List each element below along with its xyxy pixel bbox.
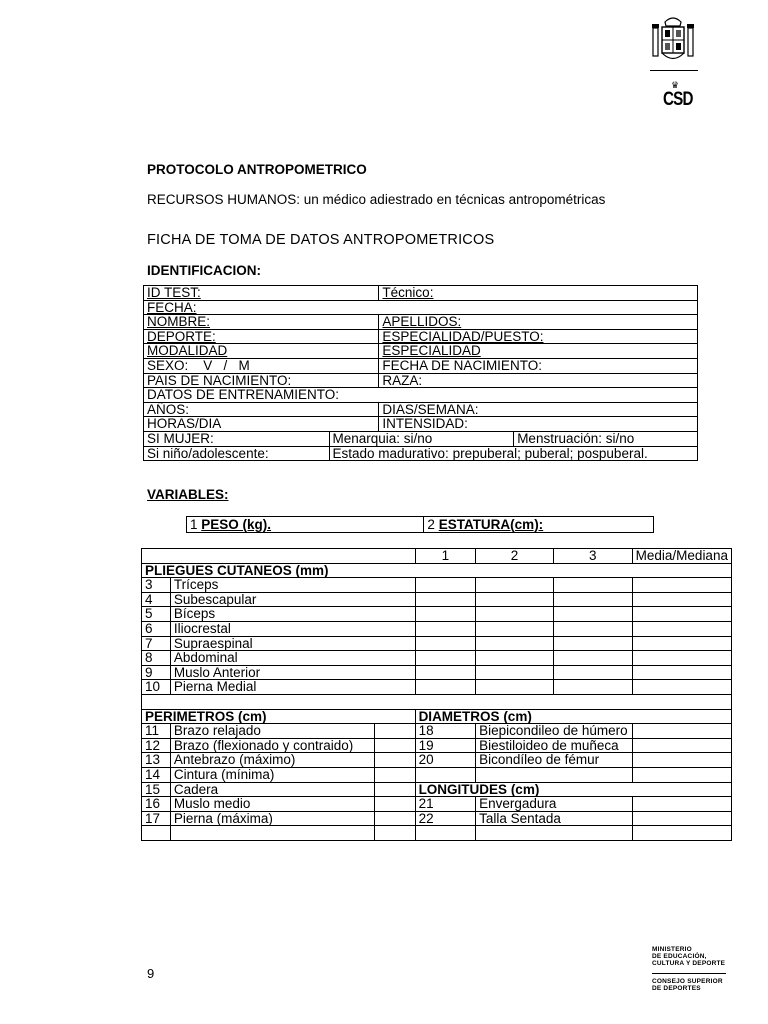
measure-media[interactable] (632, 651, 731, 666)
perimetro-number: 16 (142, 797, 171, 812)
longitudes-title: LONGITUDES (cm) (415, 782, 731, 797)
measure-input-2[interactable] (476, 651, 554, 666)
table-row (142, 738, 732, 753)
perimetro-input[interactable] (374, 797, 415, 812)
blank-cell (415, 826, 476, 841)
si-nino-label: Si niño/adolescente: (144, 446, 330, 461)
diametro-number: 19 (415, 738, 476, 753)
measure-input-3[interactable] (553, 680, 632, 695)
measure-input-2[interactable] (476, 636, 554, 651)
measure-input-2[interactable] (476, 578, 554, 593)
coat-of-arms-logo (651, 14, 695, 66)
measure-input-3[interactable] (553, 621, 632, 636)
nombre-field[interactable]: NOMBRE: (144, 315, 379, 330)
perimetro-input[interactable] (374, 767, 415, 782)
table-row (142, 665, 732, 680)
measure-number: 6 (142, 621, 171, 636)
id-test-field[interactable]: ID TEST: (144, 286, 379, 301)
blank-cell (170, 826, 374, 841)
document-title: PROTOCOLO ANTROPOMETRICO (147, 162, 367, 177)
peso-number: 1 (190, 516, 198, 532)
table-row (142, 797, 732, 812)
csd-logo-text: CSD (663, 89, 693, 110)
table-row (142, 607, 732, 622)
table-row (144, 286, 698, 301)
measure-media[interactable] (632, 607, 731, 622)
table-row (144, 329, 698, 344)
ministry-line-3: CULTURA Y DEPORTE (652, 960, 726, 967)
measure-input-1[interactable] (415, 621, 476, 636)
table-row (142, 826, 732, 841)
recursos-humanos (147, 192, 605, 207)
measure-name: Supraespinal (170, 636, 415, 651)
crown-icon: ♛ (670, 80, 680, 90)
measure-number: 7 (142, 636, 171, 651)
pais-nacimiento-field[interactable]: PAIS DE NACIMIENTO: (144, 373, 379, 388)
table-row (142, 549, 732, 564)
table-row (142, 651, 732, 666)
measure-input-1[interactable] (415, 651, 476, 666)
table-row (142, 563, 732, 578)
longitud-input[interactable] (632, 797, 731, 812)
especialidad-field[interactable]: ESPECIALIDAD (379, 344, 698, 359)
ministry-line-2: DE EDUCACIÓN, (652, 953, 707, 960)
perimetro-number: 13 (142, 753, 171, 768)
table-row (142, 694, 732, 709)
measure-number: 4 (142, 592, 171, 607)
intensidad-field[interactable]: INTENSIDAD: (379, 417, 698, 432)
especialidad-puesto-field[interactable]: ESPECIALIDAD/PUESTO: (379, 329, 698, 344)
datos-entrenamiento-label: DATOS DE ENTRENAMIENTO: (144, 388, 698, 403)
perimetro-input[interactable] (374, 811, 415, 826)
page-number: 9 (147, 966, 155, 981)
perimetro-name: Cintura (mínima) (170, 767, 374, 782)
measure-media[interactable] (632, 636, 731, 651)
measure-input-1[interactable] (415, 680, 476, 695)
table-row (144, 373, 698, 388)
diametro-name: Biestiloideo de muñeca (476, 738, 633, 753)
footer-divider (652, 973, 726, 974)
header-blank (142, 549, 416, 564)
measure-input-2[interactable] (476, 665, 554, 680)
measure-number: 8 (142, 651, 171, 666)
perimetros-title: PERIMETROS (cm) (142, 709, 416, 724)
ministry-line-1: MINISTERIO (652, 946, 692, 953)
perimetro-number: 15 (142, 782, 171, 797)
measure-media[interactable] (632, 592, 731, 607)
estatura-number: 2 (427, 516, 435, 532)
csd-logo (660, 80, 693, 120)
fecha-nacimiento-field[interactable]: FECHA DE NACIMIENTO: (379, 358, 698, 373)
measure-media[interactable] (632, 665, 731, 680)
tecnico-field[interactable]: Técnico: (379, 286, 698, 301)
longitud-input[interactable] (632, 811, 731, 826)
spacer-row (142, 694, 732, 709)
table-row (144, 388, 698, 403)
measure-input-3[interactable] (553, 651, 632, 666)
deporte-field[interactable]: DEPORTE: (144, 329, 379, 344)
perimetro-number: 17 (142, 811, 171, 826)
table-row (187, 517, 654, 533)
col-header-media: Media/Mediana (632, 549, 731, 564)
table-row (142, 578, 732, 593)
estatura-field[interactable] (424, 517, 654, 533)
blank-cell (374, 826, 415, 841)
variables-heading: VARIABLES: (147, 487, 229, 502)
table-row (144, 315, 698, 330)
blank-cell (476, 767, 633, 782)
perimetro-name: Brazo (flexionado y contraido) (170, 738, 374, 753)
measure-input-1[interactable] (415, 592, 476, 607)
fecha-field[interactable]: FECHA: (144, 300, 698, 315)
apellidos-field[interactable]: APELLIDOS: (379, 315, 698, 330)
table-row (144, 417, 698, 432)
pliegues-title: PLIEGUES CUTANEOS (mm) (142, 563, 732, 578)
csd-line-2: DE DEPORTES (652, 985, 701, 992)
diametro-name: Biepicondileo de húmero (476, 724, 633, 739)
measure-media[interactable] (632, 578, 731, 593)
ficha-heading: FICHA DE TOMA DE DATOS ANTROPOMETRICOS (147, 232, 495, 248)
measure-name: Tríceps (170, 578, 415, 593)
diametro-name: Bicondíleo de fémur (476, 753, 633, 768)
measure-name: Iliocrestal (170, 621, 415, 636)
perimetro-name: Brazo relajado (170, 724, 374, 739)
peso-field[interactable] (187, 517, 424, 533)
measure-input-1[interactable] (415, 665, 476, 680)
perimetro-input[interactable] (374, 738, 415, 753)
measure-media[interactable] (632, 621, 731, 636)
measure-number: 10 (142, 680, 171, 695)
perimetro-number: 11 (142, 724, 171, 739)
csd-name (652, 978, 723, 992)
table-row (142, 636, 732, 651)
logo-divider (650, 70, 698, 71)
measure-name: Pierna Medial (170, 680, 415, 695)
table-row (142, 724, 732, 739)
sexo-field[interactable]: SEXO: V / M (144, 358, 379, 373)
horas-dia-field[interactable]: HORAS/DIA (144, 417, 379, 432)
menarquia-field[interactable]: Menarquia: si/no (329, 431, 514, 446)
table-row (144, 344, 698, 359)
measure-name: Bíceps (170, 607, 415, 622)
measure-number: 3 (142, 578, 171, 593)
table-row (144, 300, 698, 315)
table-row (144, 431, 698, 446)
longitud-number: 22 (415, 811, 476, 826)
measure-name: Subescapular (170, 592, 415, 607)
measure-input-3[interactable] (553, 636, 632, 651)
modalidad-field[interactable]: MODALIDAD (144, 344, 379, 359)
blank-cell (142, 826, 171, 841)
measurements-table (141, 548, 732, 841)
blank-cell (476, 826, 633, 841)
col-header-3: 3 (553, 549, 632, 564)
table-row (144, 358, 698, 373)
measure-input-2[interactable] (476, 680, 554, 695)
perimetro-input[interactable] (374, 724, 415, 739)
measure-input-3[interactable] (553, 578, 632, 593)
estado-madurativo-field[interactable]: Estado madurativo: prepuberal; puberal; pospuberal. (329, 446, 698, 461)
diametro-input[interactable] (632, 724, 731, 739)
blank-cell (632, 767, 731, 782)
table-row (142, 592, 732, 607)
measure-input-3[interactable] (553, 592, 632, 607)
raza-field[interactable]: RAZA: (379, 373, 698, 388)
measure-name: Muslo Anterior (170, 665, 415, 680)
rrhh-text: : un médico adiestrado en técnicas antropométricas (296, 192, 606, 207)
measure-input-1[interactable] (415, 578, 476, 593)
table-row (142, 782, 732, 797)
measure-name: Abdominal (170, 651, 415, 666)
table-row (144, 402, 698, 417)
diametro-number: 18 (415, 724, 476, 739)
measure-media[interactable] (632, 680, 731, 695)
longitud-name: Envergadura (476, 797, 633, 812)
perimetro-name: Cadera (170, 782, 374, 797)
measure-input-3[interactable] (553, 607, 632, 622)
table-row (142, 811, 732, 826)
perimetro-number: 12 (142, 738, 171, 753)
col-header-2: 2 (476, 549, 554, 564)
table-row (142, 709, 732, 724)
anos-field[interactable]: AÑOS: (144, 402, 379, 417)
perimetro-input[interactable] (374, 753, 415, 768)
measure-number: 5 (142, 607, 171, 622)
diametro-input[interactable] (632, 753, 731, 768)
table-row (142, 767, 732, 782)
identification-table (143, 285, 698, 461)
table-row (142, 753, 732, 768)
measure-input-3[interactable] (553, 665, 632, 680)
perimetro-name: Antebrazo (máximo) (170, 753, 374, 768)
dias-semana-field[interactable]: DIAS/SEMANA: (379, 402, 698, 417)
measure-number: 9 (142, 665, 171, 680)
longitud-number: 21 (415, 797, 476, 812)
table-row (142, 621, 732, 636)
perimetro-name: Pierna (máxima) (170, 811, 374, 826)
measure-input-2[interactable] (476, 607, 554, 622)
perimetro-input[interactable] (374, 782, 415, 797)
si-mujer-label: SI MUJER: (144, 431, 330, 446)
ministry-name (652, 946, 725, 967)
longitud-name: Talla Sentada (476, 811, 633, 826)
estatura-label: ESTATURA(cm): (438, 516, 544, 532)
measure-input-1[interactable] (415, 636, 476, 651)
measure-input-2[interactable] (476, 621, 554, 636)
basic-measures-table (186, 516, 654, 533)
measure-input-2[interactable] (476, 592, 554, 607)
diametro-input[interactable] (632, 738, 731, 753)
peso-label: PESO (kg). (201, 516, 272, 532)
blank-cell (632, 826, 731, 841)
measure-input-1[interactable] (415, 607, 476, 622)
csd-line-1: CONSEJO SUPERIOR (652, 978, 723, 985)
perimetro-name: Muslo medio (170, 797, 374, 812)
table-row (142, 680, 732, 695)
menstruacion-field[interactable]: Menstruación: si/no (514, 431, 698, 446)
diametros-title: DIAMETROS (cm) (415, 709, 731, 724)
blank-cell (415, 767, 476, 782)
col-header-1: 1 (415, 549, 476, 564)
diametro-number: 20 (415, 753, 476, 768)
table-row (144, 446, 698, 461)
perimetro-number: 14 (142, 767, 171, 782)
rrhh-label: RECURSOS HUMANOS (147, 192, 297, 207)
identificacion-heading: IDENTIFICACION: (147, 263, 261, 278)
